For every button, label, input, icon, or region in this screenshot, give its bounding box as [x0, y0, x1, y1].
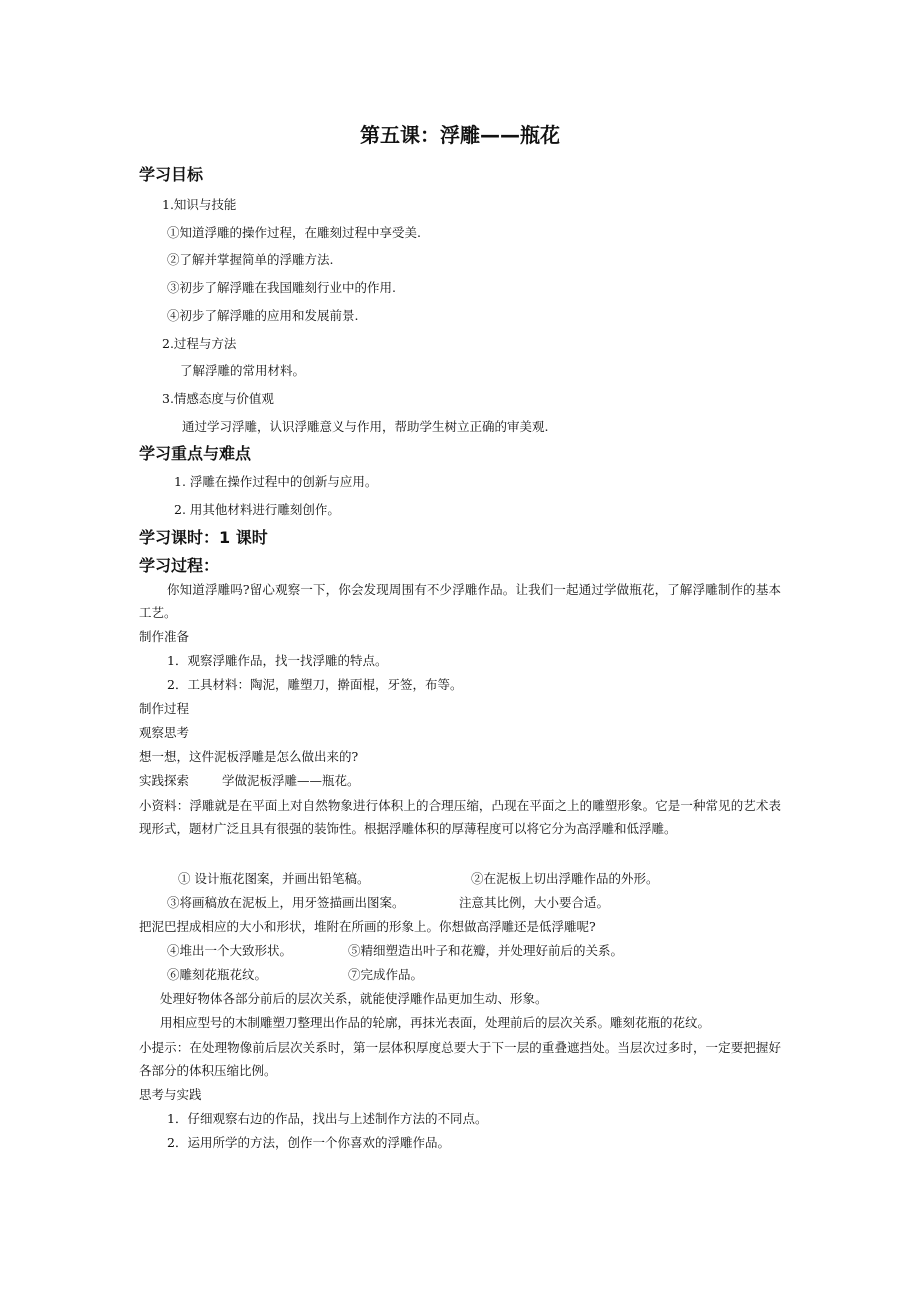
step-2: ②在泥板上切出浮雕作品的外形。 [471, 871, 659, 886]
key-item: 1. 浮雕在操作过程中的创新与应用。 [174, 474, 378, 489]
goals-section-2-text: 了解浮雕的常用材料。 [180, 363, 306, 378]
goals-section-3: 3.情感态度与价值观 [162, 391, 274, 406]
think-item: 2．运用所学的方法，创作一个你喜欢的浮雕作品。 [167, 1135, 450, 1150]
layer-paragraph: 处理好物体各部分前后的层次关系，就能使浮雕作品更加生动、形象。 [160, 991, 548, 1006]
tool-paragraph: 用相应型号的木制雕塑刀整理出作品的轮廓，再抹光表面，处理前后的层次关系。雕刻花瓶的花纹。 [160, 1015, 711, 1030]
process-intro: 你知道浮雕吗?留心观察一下，你会发现周围有不少浮雕作品。让我们一起通过学做瓶花，了解浮雕制作的基本工艺。 [139, 582, 781, 620]
step-7: ⑦完成作品。 [348, 967, 424, 982]
goals-item: ③初步了解浮雕在我国雕刻行业中的作用. [167, 280, 396, 295]
step-3-note: 注意其比例，大小要合适。 [459, 895, 610, 910]
clay-paragraph: 把泥巴捏成相应的大小和形状，堆附在所画的形象上。你想做高浮雕还是低浮雕呢? [139, 919, 596, 934]
page-title: 第五课：浮雕——瓶花 [360, 123, 560, 147]
step-4: ④堆出一个大致形状。 [167, 943, 293, 958]
tip-paragraph: 小提示：在处理物像前后层次关系时，第一层体积厚度总要大于下一层的重叠遮挡处。当层次过多时，一定要把握好各部分的体积压缩比例。 [139, 1040, 781, 1078]
key-heading: 学习重点与难点 [139, 444, 252, 463]
goals-section-3-text: 通过学习浮雕，认识浮雕意义与作用，帮助学生树立正确的审美观. [182, 419, 549, 434]
step-1: ① 设计瓶花图案，并画出铅笔稿。 [178, 871, 370, 886]
goals-item: ①知道浮雕的操作过程，在雕刻过程中享受美. [167, 225, 421, 240]
think-label: 思考与实践 [139, 1087, 202, 1102]
prep-item: 2．工具材料：陶泥，雕塑刀，擀面棍，牙签，布等。 [167, 677, 463, 692]
observe-label: 观察思考 [139, 725, 190, 740]
goals-item: ④初步了解浮雕的应用和发展前景. [167, 308, 359, 323]
prep-label: 制作准备 [139, 629, 190, 644]
goals-section-2: 2.过程与方法 [162, 336, 237, 351]
think-item: 1．仔细观察右边的作品，找出与上述制作方法的不同点。 [167, 1111, 488, 1126]
process-heading: 学习过程： [139, 556, 220, 575]
hours-heading: 学习课时：1 课时 [139, 528, 268, 547]
step-5: ⑤精细塑造出叶子和花瓣，并处理好前后的关系。 [348, 943, 624, 958]
step-6: ⑥雕刻花瓶花纹。 [167, 967, 268, 982]
step-3: ③将画稿放在泥板上，用牙签描画出图案。 [167, 895, 405, 910]
practice-text: 学做泥板浮雕——瓶花。 [222, 773, 360, 788]
info-paragraph: 小资料：浮雕就是在平面上对自然物象进行体积上的合理压缩，凸现在平面之上的雕塑形象。它是一种常见的艺术表现形式，题材广泛且具有很强的装饰性。根据浮雕体积的厚薄程度可以将它分为高浮雕和低浮雕。 [139, 798, 781, 836]
key-item: 2. 用其他材料进行雕刻创作。 [174, 502, 340, 517]
observe-question: 想一想，这件泥板浮雕是怎么做出来的? [139, 749, 359, 764]
goals-item: ②了解并掌握简单的浮雕方法. [167, 252, 334, 267]
make-label: 制作过程 [139, 701, 190, 716]
practice-label: 实践探索 [139, 773, 190, 788]
prep-item: 1．观察浮雕作品，找一找浮雕的特点。 [167, 653, 388, 668]
goals-heading: 学习目标 [139, 165, 204, 184]
goals-section-1: 1.知识与技能 [162, 197, 237, 212]
